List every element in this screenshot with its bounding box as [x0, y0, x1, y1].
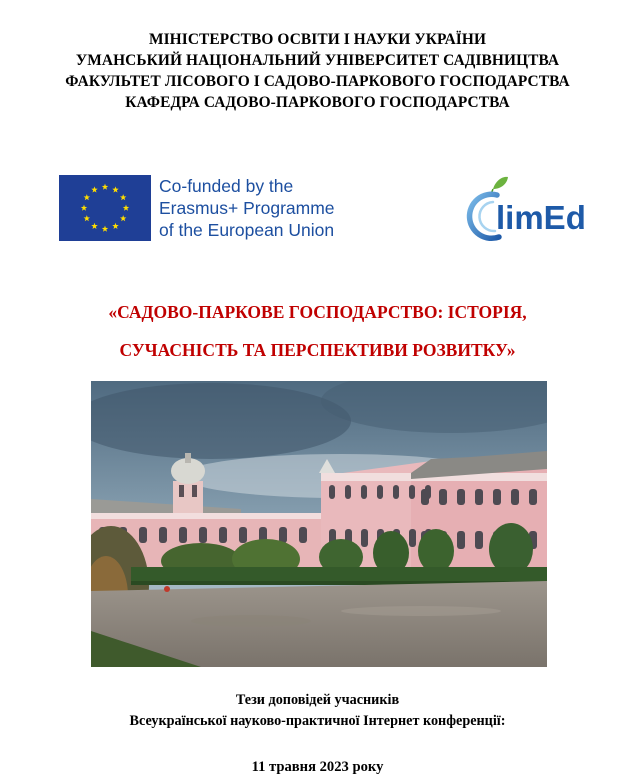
climed-logo — [463, 175, 599, 247]
title-line-1: «САДОВО-ПАРКОВЕ ГОСПОДАРСТВО: ІСТОРІЯ, — [108, 302, 527, 322]
erasmus-cofunded-logo — [59, 174, 349, 242]
window — [457, 489, 465, 505]
window — [179, 527, 187, 543]
eu-logo-line-1: Co-funded by the — [159, 176, 294, 196]
window — [475, 531, 483, 549]
department-line: КАФЕДРА САДОВО-ПАРКОВОГО ГОСПОДАРСТВА — [125, 94, 510, 111]
leaf-icon — [493, 177, 508, 189]
climed-wordmark: limEd — [496, 199, 586, 236]
proceedings-line-1: Тези доповідей учасників — [235, 692, 400, 708]
window — [409, 529, 416, 547]
proceedings-note — [0, 690, 635, 732]
document-header — [0, 29, 635, 113]
window — [493, 489, 501, 505]
conference-date: 11 травня 2023 року — [251, 759, 384, 775]
window — [159, 527, 167, 543]
window — [511, 489, 519, 505]
window — [457, 531, 465, 549]
window — [439, 489, 447, 505]
window — [377, 485, 383, 499]
window — [409, 485, 415, 499]
eu-logo-line-3: of the European Union — [159, 220, 335, 240]
window — [219, 527, 227, 543]
proceedings-line-2: Всеукраїнської науково-практичної Інтернет конференції: — [129, 713, 506, 729]
eu-logo-line-2: Erasmus+ Programme — [159, 198, 335, 218]
window — [421, 489, 429, 505]
window — [361, 529, 368, 547]
window — [199, 527, 207, 543]
window — [529, 489, 537, 505]
title-line-2: СУЧАСНІСТЬ ТА ПЕРСПЕКТИВИ РОЗВИТКУ» — [119, 340, 516, 360]
window — [329, 485, 335, 499]
window — [475, 489, 483, 505]
window — [299, 527, 307, 543]
conference-title — [0, 293, 635, 369]
window — [279, 527, 287, 543]
eu-flag-icon — [59, 175, 151, 241]
window — [239, 527, 247, 543]
building-illustration — [91, 381, 547, 667]
ministry-line: МІНІСТЕРСТВО ОСВІТИ І НАУКИ УКРАЇНИ — [148, 31, 487, 48]
window — [139, 527, 147, 543]
faculty-line: ФАКУЛЬТЕТ ЛІСОВОГО І САДОВО-ПАРКОВОГО ГОСПОДАРСТВА — [65, 73, 570, 90]
window — [361, 485, 367, 499]
window — [345, 485, 351, 499]
university-building-photo — [91, 381, 547, 667]
university-line: УМАНСЬКИЙ НАЦІОНАЛЬНИЙ УНІВЕРСИТЕТ САДІВНИЦТВА — [75, 52, 560, 69]
window — [393, 485, 399, 499]
eu-logo-text — [159, 175, 335, 241]
